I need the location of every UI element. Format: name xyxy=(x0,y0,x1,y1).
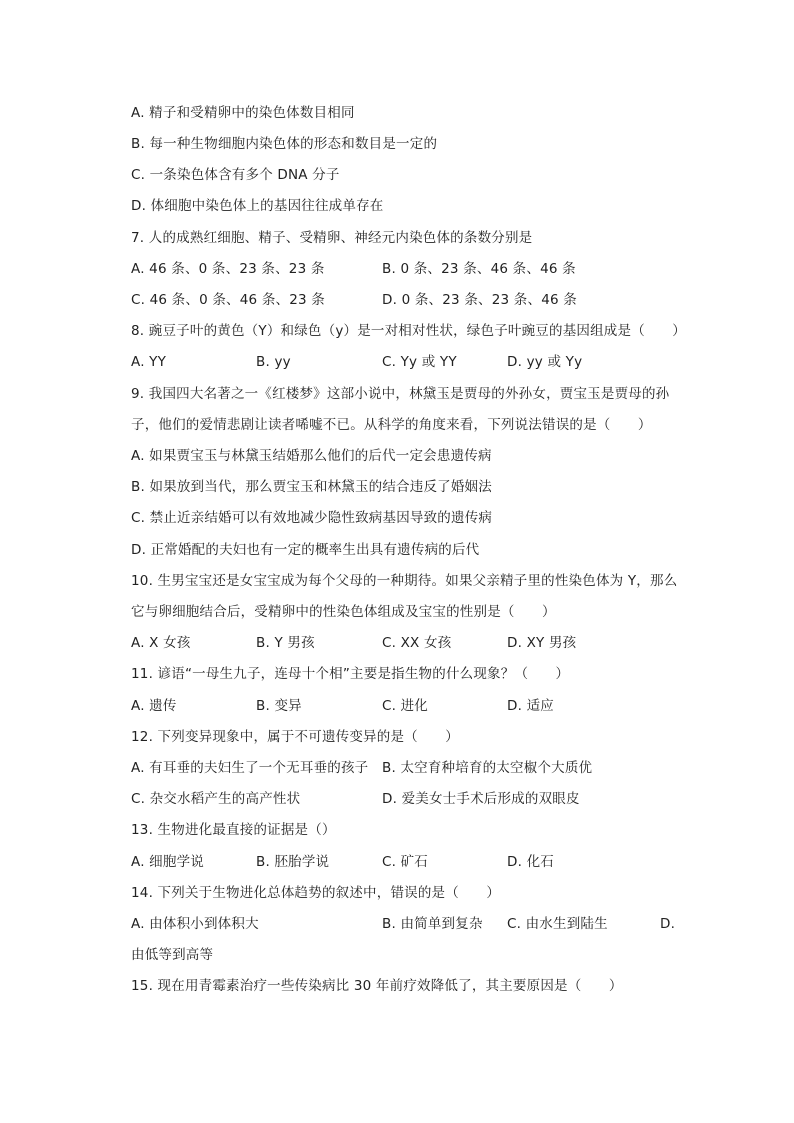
q14-stem: 14. 下列关于生物进化总体趋势的叙述中，错误的是（ ） xyxy=(131,885,501,901)
q6-option-a: A. 精子和受精卵中的染色体数目相同 xyxy=(131,105,355,121)
q9-option-a: A. 如果贾宝玉与林黛玉结婚那么他们的后代一定会患遗传病 xyxy=(131,448,492,464)
q11-option-c: C. 进化 xyxy=(382,698,429,714)
q8-option-b: B. yy xyxy=(256,354,291,370)
q8-option-c: C. Yy 或 YY xyxy=(382,354,457,370)
q11-option-a: A. 遗传 xyxy=(131,698,177,714)
q12-option-d: D. 爱美女士手术后形成的双眼皮 xyxy=(382,791,580,807)
q8-option-d: D. yy 或 Yy xyxy=(507,354,583,370)
q11-option-b: B. 变异 xyxy=(256,698,302,714)
q12-option-b: B. 太空育种培育的太空椒个大质优 xyxy=(382,760,593,776)
q10-stem-line1: 10. 生男宝宝还是女宝宝成为每个父母的一种期待。如果父亲精子里的性染色体为 Y，那么 xyxy=(131,573,678,589)
q10-option-b: B. Y 男孩 xyxy=(256,635,315,651)
q9-option-d: D. 正常婚配的夫妇也有一定的概率生出具有遗传病的后代 xyxy=(131,542,480,558)
q6-option-c: C. 一条染色体含有多个 DNA 分子 xyxy=(131,167,340,183)
q13-option-b: B. 胚胎学说 xyxy=(256,854,330,870)
q7-stem: 7. 人的成熟红细胞、精子、受精卵、神经元内染色体的条数分别是 xyxy=(131,230,533,246)
q7-option-c: C. 46 条、0 条、46 条、23 条 xyxy=(131,292,325,308)
q14-option-a: A. 由体积小到体积大 xyxy=(131,916,259,932)
q12-option-c: C. 杂交水稻产生的高产性状 xyxy=(131,791,301,807)
q9-option-b: B. 如果放到当代，那么贾宝玉和林黛玉的结合违反了婚姻法 xyxy=(131,479,492,495)
q14-option-c: C. 由水生到陆生 xyxy=(507,916,608,932)
q13-option-a: A. 细胞学说 xyxy=(131,854,204,870)
q7-option-b: B. 0 条、23 条、46 条、46 条 xyxy=(382,261,576,277)
q13-stem: 13. 生物进化最直接的证据是（） xyxy=(131,822,336,838)
q11-option-d: D. 适应 xyxy=(507,698,554,714)
q14-option-d-label: D. xyxy=(660,916,676,932)
q13-option-c: C. 矿石 xyxy=(382,854,429,870)
q10-option-c: C. XX 女孩 xyxy=(382,635,452,651)
q9-stem-line2: 子，他们的爱情悲剧让读者唏嘘不已。从科学的角度来看，下列说法错误的是（ ） xyxy=(131,417,652,433)
q7-option-d: D. 0 条、23 条、23 条、46 条 xyxy=(382,292,577,308)
q12-option-a: A. 有耳垂的夫妇生了一个无耳垂的孩子 xyxy=(131,760,369,776)
q15-stem: 15. 现在用青霉素治疗一些传染病比 30 年前疗效降低了，其主要原因是（ ） xyxy=(131,978,623,994)
q9-stem-line1: 9. 我国四大名著之一《红楼梦》这部小说中，林黛玉是贾母的外孙女，贾宝玉是贾母的孙 xyxy=(131,386,670,402)
q7-option-a: A. 46 条、0 条、23 条、23 条 xyxy=(131,261,325,277)
q13-option-d: D. 化石 xyxy=(507,854,554,870)
q8-option-a: A. YY xyxy=(131,354,167,370)
q14-option-b: B. 由简单到复杂 xyxy=(382,916,483,932)
q6-option-d: D. 体细胞中染色体上的基因往往成单存在 xyxy=(131,198,384,214)
q10-stem-line2: 它与卵细胞结合后，受精卵中的性染色体组成及宝宝的性别是（ ） xyxy=(131,604,556,620)
q9-option-c: C. 禁止近亲结婚可以有效地减少隐性致病基因导致的遗传病 xyxy=(131,510,493,526)
q12-stem: 12. 下列变异现象中，属于不可遗传变异的是（ ） xyxy=(131,729,459,745)
q10-option-d: D. XY 男孩 xyxy=(507,635,577,651)
q10-option-a: A. X 女孩 xyxy=(131,635,191,651)
q6-option-b: B. 每一种生物细胞内染色体的形态和数目是一定的 xyxy=(131,136,438,152)
q14-option-d-text: 由低等到高等 xyxy=(131,947,214,963)
q11-stem: 11. 谚语“一母生九子，连母十个相”主要是指生物的什么现象？（ ） xyxy=(131,666,570,682)
q8-stem: 8. 豌豆子叶的黄色（Y）和绿色（y）是一对相对性状，绿色子叶豌豆的基因组成是（ ） xyxy=(131,323,687,339)
